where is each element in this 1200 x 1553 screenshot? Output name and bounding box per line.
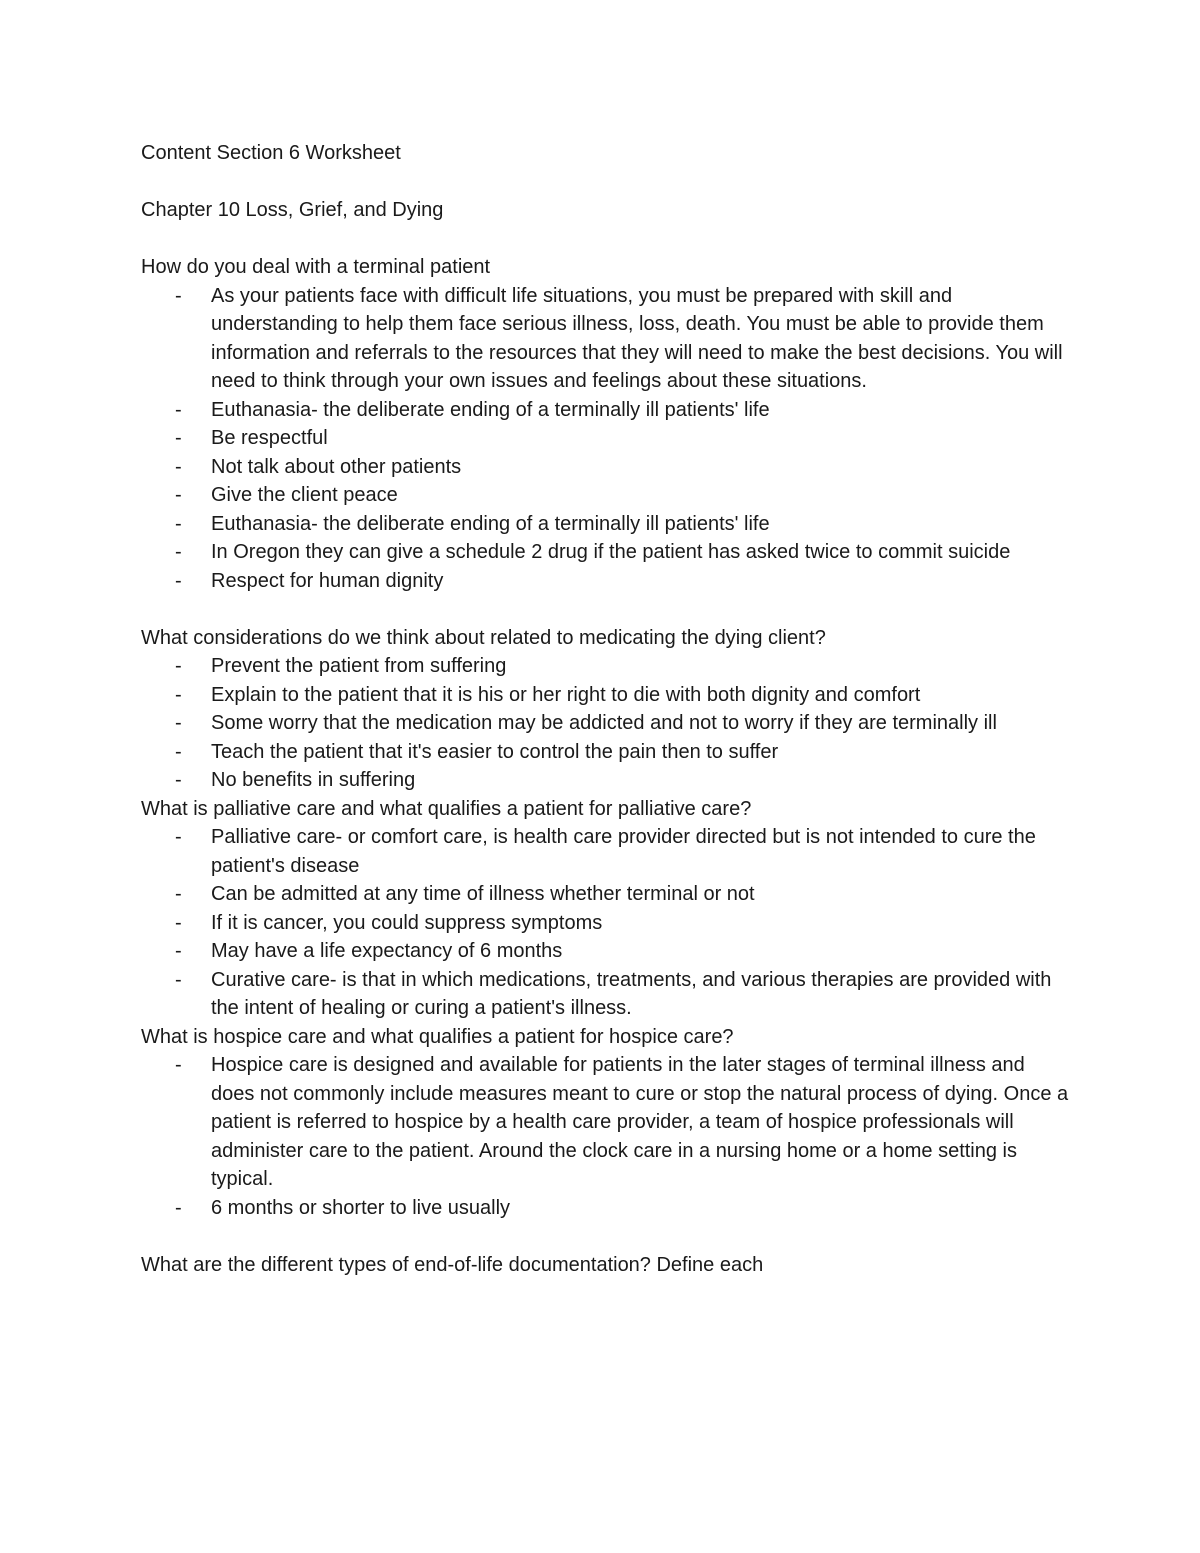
list-item bbox=[141, 966, 1071, 1023]
dash-bullet: - bbox=[175, 512, 182, 535]
list-item bbox=[141, 652, 1071, 681]
dash-bullet: - bbox=[175, 1196, 182, 1219]
list-item-text: Curative care- is that in which medications, treatments, and various therapies are provided with the intent of healing or curing a patient's illness. bbox=[211, 968, 1052, 1019]
list-item-text: In Oregon they can give a schedule 2 drug if the patient has asked twice to commit suicide bbox=[211, 541, 1011, 563]
list-item bbox=[141, 282, 1071, 396]
list-item bbox=[141, 396, 1071, 425]
document-page bbox=[141, 139, 1071, 1279]
list-item bbox=[141, 481, 1071, 510]
dash-bullet: - bbox=[175, 569, 182, 592]
list-item bbox=[141, 909, 1071, 938]
list-item bbox=[141, 681, 1071, 710]
list-item-text: Some worry that the medication may be addicted and not to worry if they are terminally ill bbox=[211, 712, 997, 734]
dash-bullet: - bbox=[175, 484, 182, 506]
list-item-text: Be respectful bbox=[211, 427, 328, 449]
document-title: Content Section 6 Worksheet bbox=[141, 142, 401, 164]
dash-bullet: - bbox=[175, 826, 182, 848]
list-item bbox=[141, 738, 1071, 767]
answer-list bbox=[141, 823, 1071, 1023]
section-hospice-care bbox=[141, 1023, 1071, 1223]
list-item-text: Respect for human dignity bbox=[211, 569, 444, 592]
answer-list bbox=[141, 1051, 1071, 1222]
list-item bbox=[141, 424, 1071, 453]
dash-bullet: - bbox=[175, 398, 182, 421]
answer-list bbox=[141, 652, 1071, 795]
dash-bullet: - bbox=[175, 541, 182, 563]
dash-bullet: - bbox=[175, 1054, 182, 1076]
dash-bullet: - bbox=[175, 968, 182, 991]
list-item-text: No benefits in suffering bbox=[211, 769, 416, 791]
list-item-text: Hospice care is designed and available for patients in the later stages of terminal illness and does not commonly include measures meant to cure or stop the natural process of dying. Once a patient is referred to hospice by a health care provider, a team of hospice professionals will administer care to the patient. Around the clock care in a nursing home or a home setting is typical. bbox=[211, 1054, 1069, 1190]
dash-bullet: - bbox=[175, 284, 182, 307]
dash-bullet: - bbox=[175, 740, 182, 763]
list-item bbox=[141, 453, 1071, 482]
list-item-text: If it is cancer, you could suppress symptoms bbox=[211, 911, 603, 934]
chapter-heading: Chapter 10 Loss, Grief, and Dying bbox=[141, 199, 444, 221]
list-item bbox=[141, 937, 1071, 966]
list-item bbox=[141, 567, 1071, 596]
dash-bullet: - bbox=[175, 427, 182, 449]
list-item bbox=[141, 823, 1071, 880]
section-terminal-patient bbox=[141, 253, 1071, 595]
list-item bbox=[141, 880, 1071, 909]
final-question: What are the different types of end-of-life documentation? Define each bbox=[141, 1253, 764, 1276]
dash-bullet: - bbox=[175, 769, 182, 791]
list-item-text: 6 months or shorter to live usually bbox=[211, 1196, 511, 1219]
list-item-text: Give the client peace bbox=[211, 484, 398, 506]
dash-bullet: - bbox=[175, 655, 182, 677]
list-item-text: Teach the patient that it's easier to control the pain then to suffer bbox=[211, 740, 779, 763]
list-item-text: Can be admitted at any time of illness whether terminal or not bbox=[211, 883, 755, 905]
section-question: How do you deal with a terminal patient bbox=[141, 256, 491, 278]
section-question: What is hospice care and what qualifies a patient for hospice care? bbox=[141, 1025, 734, 1048]
list-item bbox=[141, 510, 1071, 539]
dash-bullet: - bbox=[175, 883, 182, 905]
section-medicating-dying-client bbox=[141, 624, 1071, 795]
dash-bullet: - bbox=[175, 911, 182, 934]
list-item-text: As your patients face with difficult life situations, you must be prepared with skill and understanding to help them face serious illness, loss, death. You must be able to provide them information and referrals to the resources that they will need to make the best decisions. You will need to think through your own issues and feelings about these situations. bbox=[211, 284, 1063, 392]
list-item-text: Palliative care- or comfort care, is health care provider directed but is not intended to cure the patient's disease bbox=[211, 826, 1036, 877]
list-item-text: Prevent the patient from suffering bbox=[211, 655, 507, 677]
dash-bullet: - bbox=[175, 940, 182, 962]
list-item bbox=[141, 1194, 1071, 1223]
section-question: What is palliative care and what qualifies a patient for palliative care? bbox=[141, 797, 752, 820]
section-palliative-care bbox=[141, 795, 1071, 1023]
list-item-text: May have a life expectancy of 6 months bbox=[211, 940, 563, 962]
list-item bbox=[141, 538, 1071, 567]
list-item bbox=[141, 766, 1071, 795]
dash-bullet: - bbox=[175, 683, 182, 706]
list-item bbox=[141, 709, 1071, 738]
answer-list bbox=[141, 282, 1071, 596]
dash-bullet: - bbox=[175, 455, 182, 478]
list-item-text: Euthanasia- the deliberate ending of a terminally ill patients' life bbox=[211, 398, 770, 421]
list-item-text: Not talk about other patients bbox=[211, 455, 462, 478]
list-item bbox=[141, 1051, 1071, 1194]
section-question: What considerations do we think about related to medicating the dying client? bbox=[141, 626, 826, 649]
list-item-text: Explain to the patient that it is his or her right to die with both dignity and comfort bbox=[211, 683, 921, 706]
dash-bullet: - bbox=[175, 712, 182, 734]
list-item-text: Euthanasia- the deliberate ending of a terminally ill patients' life bbox=[211, 512, 770, 535]
